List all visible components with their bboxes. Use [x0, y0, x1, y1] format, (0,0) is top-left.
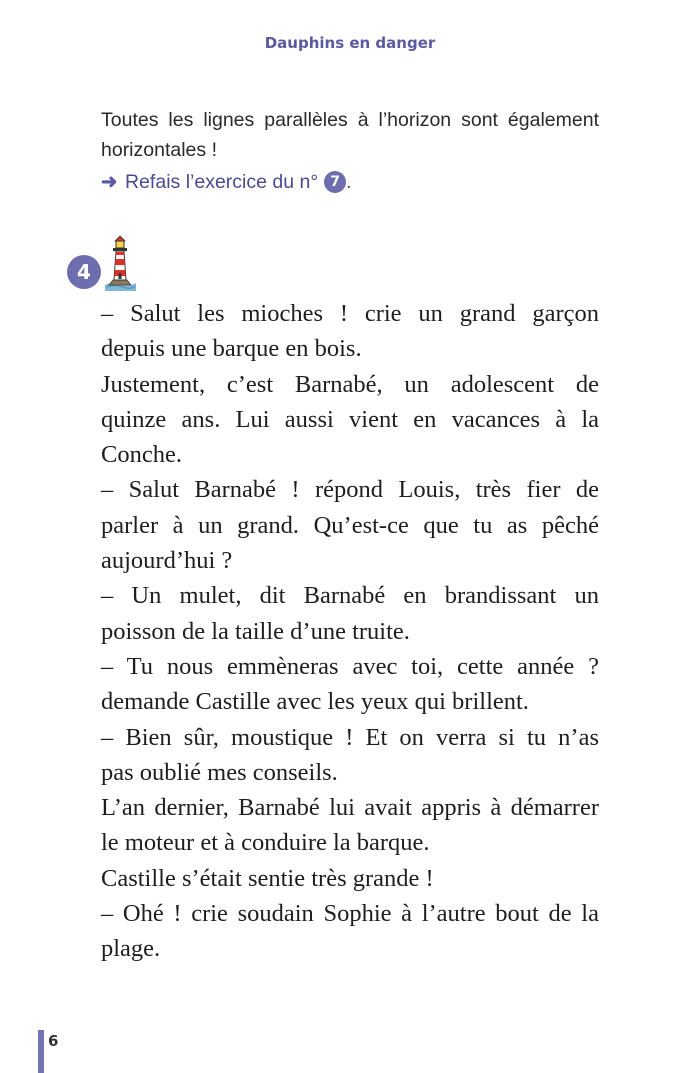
story-line: – Salut les mioches ! crie un grand garçon	[101, 300, 599, 327]
exercise-reference	[101, 165, 599, 199]
story-line: – Ohé ! crie soudain Sophie à l’autre bout de la	[101, 900, 599, 928]
story-line: parler à un grand. Qu’est-ce que tu as pêché	[101, 511, 599, 539]
page-edge-bar	[38, 1030, 44, 1073]
arrow-right-icon: ➜	[101, 171, 118, 193]
exercise-reference-suffix: .	[346, 171, 352, 193]
story-line: depuis une barque en bois.	[101, 335, 362, 363]
story-line: poisson de la taille d’une truite.	[101, 617, 410, 645]
story-text	[101, 296, 599, 967]
lighthouse-icon	[103, 235, 137, 291]
story-line: aujourd’hui ?	[101, 547, 233, 575]
exercise-number-badge: 7	[324, 171, 346, 193]
story-line: Castille s’était sentie très grande !	[101, 864, 434, 892]
running-header: Dauphins en danger	[264, 34, 436, 52]
chapter-heading	[67, 235, 167, 295]
chapter-number-badge: 4	[67, 255, 101, 289]
page-number: 6	[48, 1032, 59, 1050]
tip-line-1: Toutes les lignes parallèles à l’horizon sont également	[101, 109, 599, 131]
story-line: Justement, c’est Barnabé, un adolescent de	[101, 370, 599, 398]
story-line: – Tu nous emmèneras avec toi, cette année ?	[101, 652, 599, 680]
story-line: – Bien sûr, moustique ! Et on verra si tu n’as	[101, 723, 599, 751]
story-line: demande Castille avec les yeux qui brillent.	[101, 688, 529, 716]
story-line: pas oublié mes conseils.	[101, 758, 338, 786]
exercise-tip	[101, 105, 599, 199]
story-line: – Salut Barnabé ! répond Louis, très fier de	[101, 476, 599, 504]
story-line: Conche.	[101, 441, 182, 469]
exercise-reference-text: Refais l’exercice du n°	[125, 171, 319, 193]
story-line: le moteur et à conduire la barque.	[101, 829, 430, 857]
story-line: quinze ans. Lui aussi vient en vacances à la	[101, 405, 599, 433]
story-line: – Un mulet, dit Barnabé en brandissant un	[101, 582, 599, 610]
tip-line-2: horizontales !	[101, 139, 217, 161]
story-line: L’an dernier, Barnabé lui avait appris à démarrer	[101, 794, 599, 822]
story-line: plage.	[101, 935, 161, 963]
